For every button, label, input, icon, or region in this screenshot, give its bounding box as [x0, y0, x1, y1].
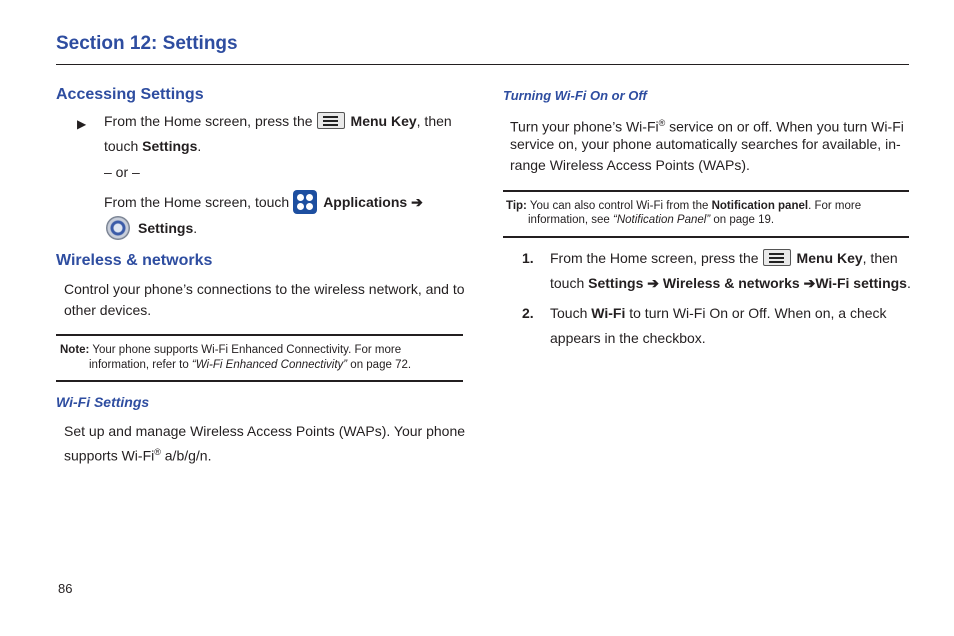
- turning-text-line3: range Wireless Access Points (WAPs).: [510, 157, 750, 173]
- accessing-text: , then: [416, 113, 452, 129]
- applications-label: Applications ➔: [323, 194, 423, 210]
- step-text: to turn Wi-Fi On or Off. When on, a check: [625, 305, 887, 321]
- tip-text: information, see: [528, 214, 614, 226]
- step1-line2: [550, 273, 911, 294]
- tip-reference: “Notification Panel”: [613, 214, 711, 226]
- note-top-rule: [56, 334, 463, 336]
- accessing-step-line4: [106, 216, 197, 240]
- menu-key-label: Menu Key: [796, 250, 863, 266]
- wireless-text-line2: other devices.: [64, 302, 152, 318]
- note-reference: “Wi-Fi Enhanced Connectivity”: [191, 359, 348, 371]
- section-title: Section 12: Settings: [56, 33, 238, 54]
- accessing-step-line2: [104, 136, 201, 157]
- tip-text: You can also control Wi-Fi from the: [526, 200, 712, 212]
- turning-text: Turn your phone’s Wi-Fi: [510, 118, 659, 135]
- step-text: .: [906, 275, 911, 291]
- note-text: information, refer to: [89, 359, 192, 371]
- step-text: , then: [862, 250, 898, 266]
- tip-bottom-rule: [503, 236, 909, 238]
- applications-icon: [293, 190, 317, 214]
- tip-line2: [528, 213, 774, 228]
- accessing-text: touch: [104, 138, 143, 154]
- bullet-arrow-icon: ▶: [77, 117, 87, 131]
- menu-key-icon: [763, 249, 791, 266]
- tip-line1: [506, 199, 861, 214]
- step-number: 2.: [522, 305, 534, 321]
- menu-key-icon: [317, 112, 345, 129]
- settings-label: Settings: [138, 220, 194, 236]
- page-number: 86: [58, 581, 73, 596]
- step-number: 1.: [522, 250, 534, 266]
- wifi-text: a/b/g/n.: [160, 447, 212, 464]
- note-text: on page 72.: [347, 359, 412, 371]
- tip-text: . For more: [808, 200, 862, 212]
- registered-mark: ®: [658, 118, 666, 128]
- or-separator: – or –: [104, 164, 140, 180]
- note-line2: [89, 358, 411, 373]
- step2-line1: [550, 303, 887, 324]
- accessing-settings-heading: Accessing Settings: [56, 86, 204, 103]
- tip-text: on page 19.: [710, 214, 775, 226]
- title-rule: [56, 64, 909, 65]
- wifi-label: Wi-Fi: [591, 305, 626, 321]
- wifi-settings-text-line2: [64, 442, 211, 467]
- settings-gear-icon: [106, 216, 130, 240]
- step1-line1: [550, 248, 898, 269]
- accessing-text: From the Home screen, press the: [104, 113, 313, 129]
- turning-wifi-heading: Turning Wi-Fi On or Off: [503, 88, 647, 103]
- note-line1: [60, 343, 401, 358]
- step2-line2: appears in the checkbox.: [550, 330, 706, 346]
- wifi-text: supports Wi-Fi: [64, 447, 155, 464]
- notification-panel-label: Notification panel: [711, 200, 809, 212]
- accessing-text: .: [193, 220, 198, 236]
- step-text: From the Home screen, press the: [550, 250, 759, 266]
- registered-mark: ®: [154, 447, 161, 457]
- wireless-text-line1: Control your phone’s connections to the wireless network, and to: [64, 281, 465, 297]
- note-bottom-rule: [56, 380, 463, 382]
- note-label: Note:: [60, 344, 90, 356]
- wifi-settings-heading: Wi-Fi Settings: [56, 394, 150, 410]
- settings-label: Settings: [142, 138, 198, 154]
- turning-text: service on or off. When you turn Wi-Fi: [665, 118, 904, 135]
- wifi-settings-text-line1: Set up and manage Wireless Access Points (WAPs). Your phone: [64, 423, 466, 439]
- step-text: touch: [550, 275, 589, 291]
- accessing-text: From the Home screen, touch: [104, 194, 290, 210]
- tip-top-rule: [503, 190, 909, 192]
- tip-label: Tip:: [506, 200, 527, 212]
- wireless-networks-heading: Wireless & networks: [56, 252, 213, 269]
- turning-text-line2: service on, your phone automatically searches for available, in-: [510, 136, 901, 152]
- note-text: Your phone supports Wi-Fi Enhanced Connectivity. For more: [89, 344, 402, 356]
- accessing-step-line3: [104, 190, 423, 214]
- step-text: Touch: [550, 305, 592, 321]
- settings-path: Settings ➔ Wireless & networks ➔Wi-Fi settings: [588, 275, 907, 291]
- menu-key-label: Menu Key: [350, 113, 417, 129]
- accessing-step-line1: [104, 111, 452, 132]
- accessing-text: .: [197, 138, 202, 154]
